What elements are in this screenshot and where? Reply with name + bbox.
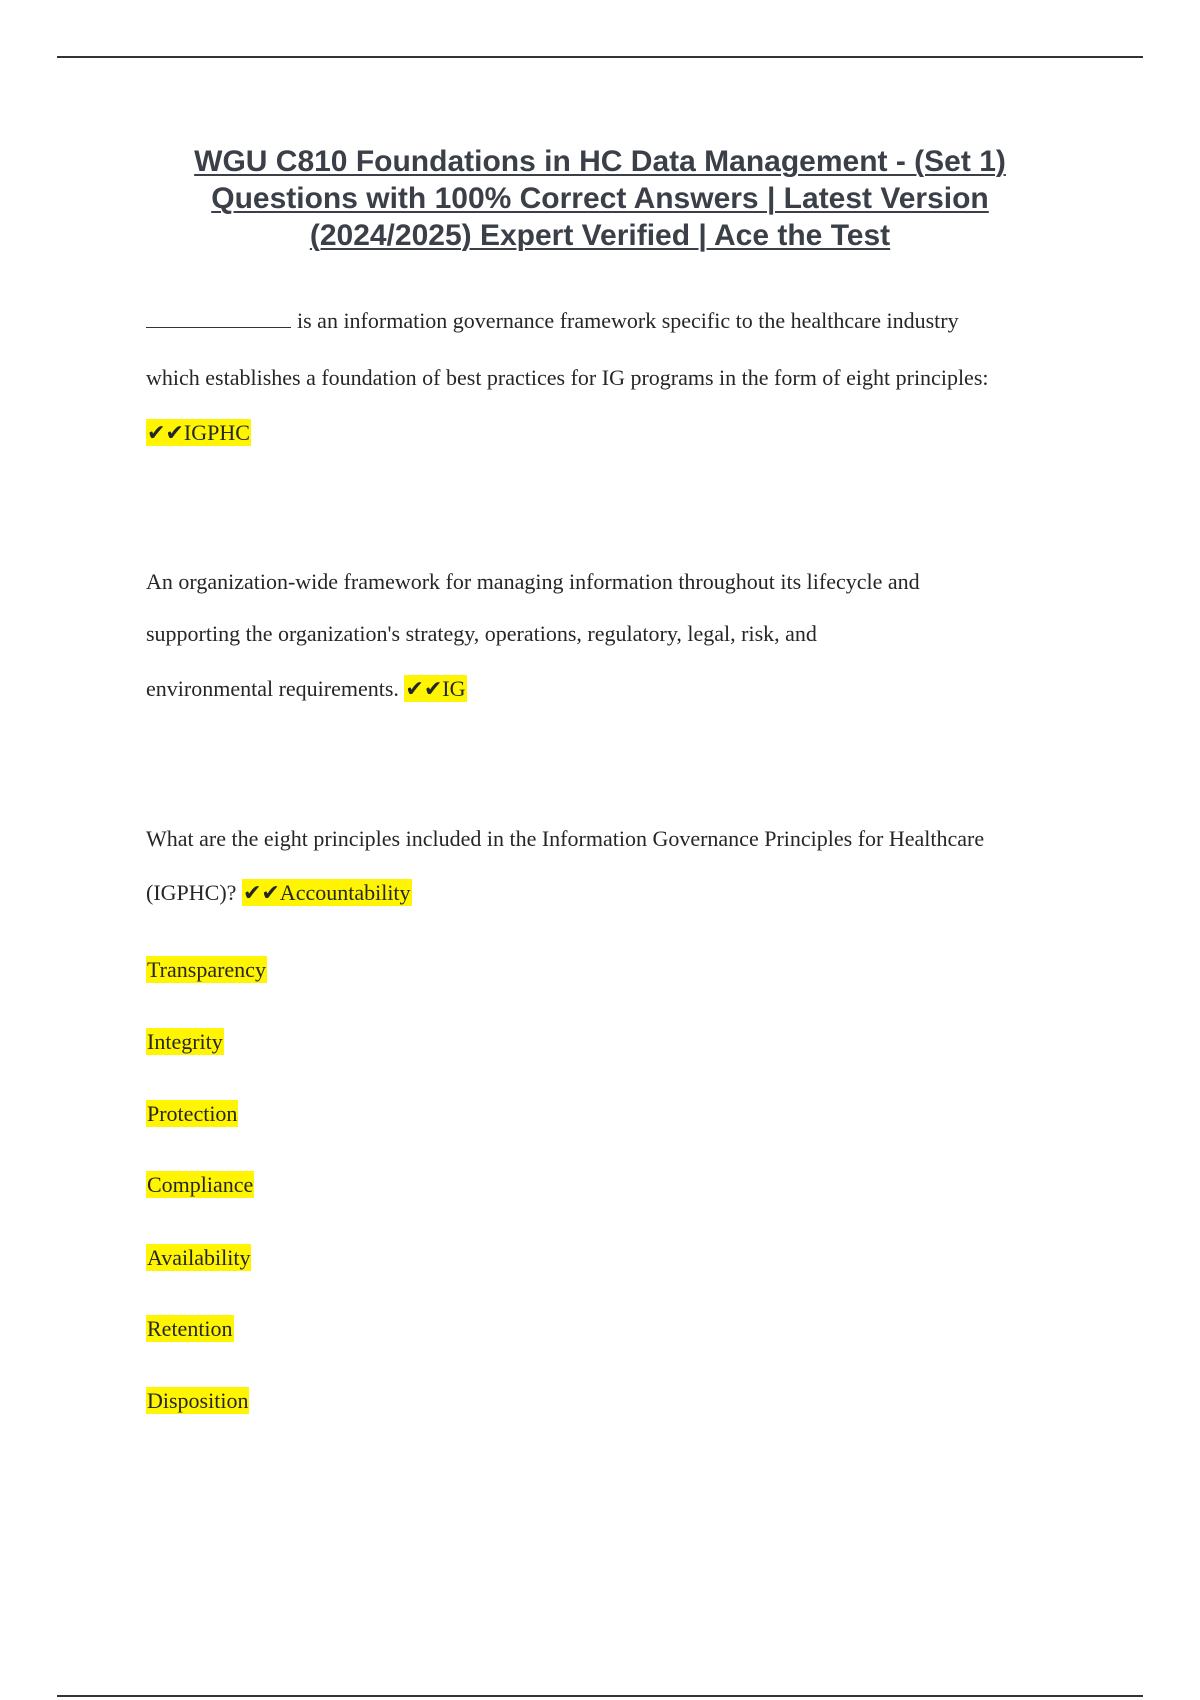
list-item: Protection xyxy=(147,1101,238,1126)
question-1-text-1: is an information governance framework specific to the healthcare industry xyxy=(297,308,959,333)
question-2-text-1: An organization-wide framework for managing information throughout its lifecycle and xyxy=(146,569,920,594)
question-3-text-2: (IGPHC)? xyxy=(146,880,237,905)
question-2-line-3 xyxy=(146,676,467,702)
list-item: Integrity xyxy=(147,1029,223,1054)
question-3-answer: ✔✔Accountability xyxy=(242,880,411,905)
list-item: Compliance xyxy=(147,1172,254,1197)
title-line-3: (2024/2025) Expert Verified | Ace the Test xyxy=(309,219,891,252)
document-title xyxy=(130,143,1070,254)
question-2-line-2 xyxy=(146,621,817,647)
title-line-1: WGU C810 Foundations in HC Data Management - (Set 1) xyxy=(194,145,1006,178)
bottom-rule xyxy=(57,1695,1143,1697)
question-1-line-1 xyxy=(146,308,959,334)
list-item: Retention xyxy=(147,1316,233,1341)
question-2-line-1 xyxy=(146,569,920,595)
question-1-answer-line xyxy=(146,420,251,446)
question-3-line-2 xyxy=(146,880,412,906)
question-2-text-3: environmental requirements. xyxy=(146,676,399,701)
question-3-line-1 xyxy=(146,826,984,852)
list-item: Transparency xyxy=(147,957,266,982)
title-line-2: Questions with 100% Correct Answers | Latest Version xyxy=(211,182,989,215)
question-1-answer: ✔✔IGPHC xyxy=(147,420,250,445)
question-1-line-2 xyxy=(146,365,989,391)
question-2-text-2: supporting the organization's strategy, operations, regulatory, legal, risk, and xyxy=(146,621,817,646)
fill-in-blank xyxy=(146,326,291,328)
list-item: Availability xyxy=(147,1245,251,1270)
question-1-text-2: which establishes a foundation of best practices for IG programs in the form of eight principles: xyxy=(146,365,989,390)
list-item: Disposition xyxy=(147,1388,249,1413)
question-3-text-1: What are the eight principles included in the Information Governance Principles for Healthcare xyxy=(146,826,985,851)
question-2-answer: ✔✔IG xyxy=(405,676,466,701)
top-rule xyxy=(57,56,1143,58)
